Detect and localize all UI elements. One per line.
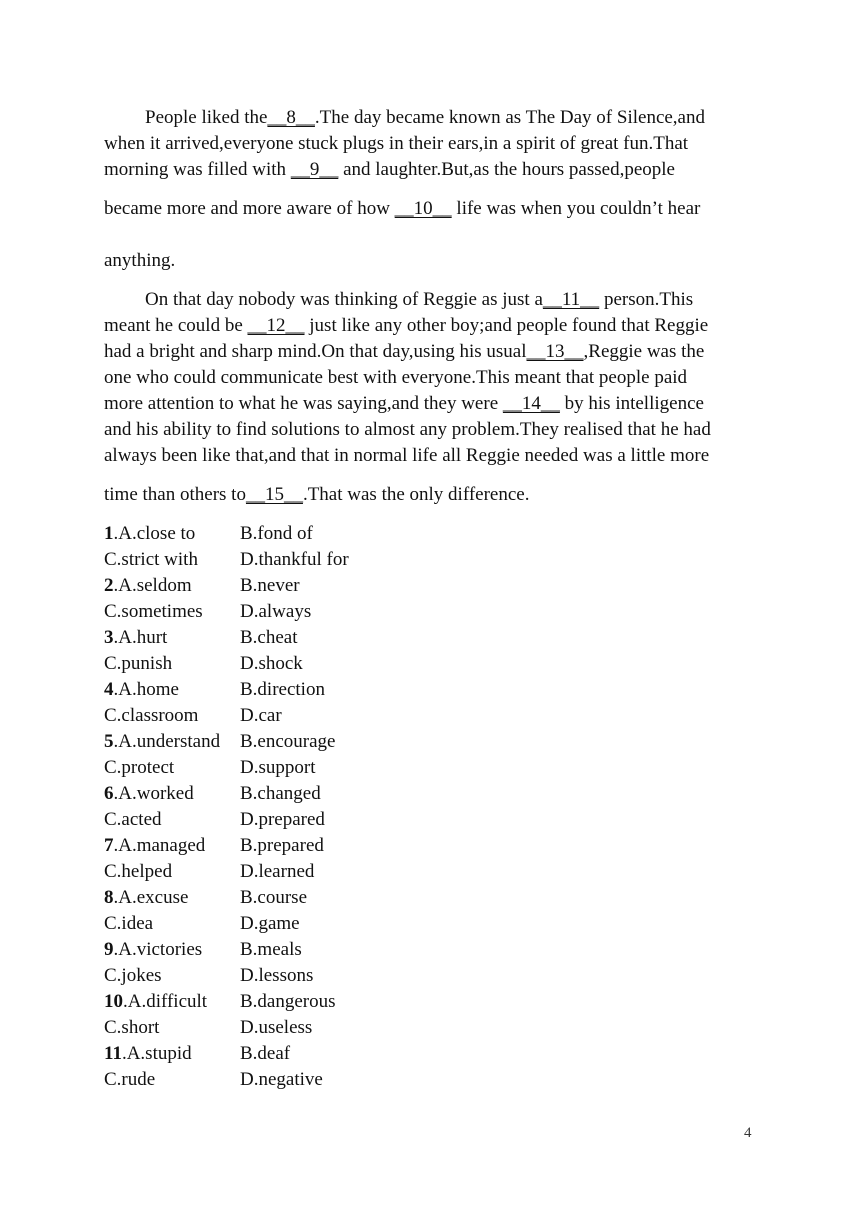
option-a-text: .A.difficult <box>123 991 208 1012</box>
option-a-text: .A.understand <box>113 731 221 752</box>
passage-line <box>104 313 708 339</box>
option-d: D.useless <box>240 1017 313 1038</box>
option-d: D.thankful for <box>240 549 349 570</box>
option-d: D.game <box>240 913 300 934</box>
option-c: C.acted <box>104 809 162 830</box>
text-run: by his intelligence <box>559 393 704 414</box>
option-a-text: .A.home <box>113 679 179 700</box>
text-run: .That was the only difference. <box>302 484 530 505</box>
text-run: People liked the <box>145 107 268 128</box>
option-b: B.encourage <box>240 731 336 752</box>
question-number: 9 <box>104 939 114 960</box>
passage-line: anything. <box>104 250 176 271</box>
option-b: B.prepared <box>240 835 324 856</box>
option-a <box>104 1041 192 1067</box>
option-a-text: .A.seldom <box>113 575 192 596</box>
option-d: D.support <box>240 757 316 778</box>
passage-line: and his ability to find solutions to almost any problem.They realised that he had <box>104 419 711 440</box>
text-run: ,Reggie was the <box>583 341 705 362</box>
text-run: more attention to what he was saying,and they were <box>104 393 503 414</box>
text-run: life was when you couldn’t hear <box>451 198 701 219</box>
question-number: 8 <box>104 887 114 908</box>
text-run: just like any other boy;and people found that Reggie <box>304 315 709 336</box>
passage-line <box>104 196 700 222</box>
option-d: D.learned <box>240 861 315 882</box>
option-b: B.cheat <box>240 627 298 648</box>
question-number: 6 <box>104 783 114 804</box>
question-number: 1 <box>104 523 114 544</box>
text-run: became more and more aware of how <box>104 198 395 219</box>
passage-line: when it arrived,everyone stuck plugs in their ears,in a spirit of great fun.That <box>104 133 689 154</box>
option-b: B.direction <box>240 679 325 700</box>
option-b: B.deaf <box>240 1043 291 1064</box>
option-c: C.strict with <box>104 549 198 570</box>
option-a-text: .A.stupid <box>121 1043 192 1064</box>
option-b: B.dangerous <box>240 991 336 1012</box>
passage-line <box>104 482 529 508</box>
question-number: 2 <box>104 575 114 596</box>
option-c: C.short <box>104 1017 160 1038</box>
option-c: C.jokes <box>104 965 162 986</box>
option-a-text: .A.close to <box>113 523 196 544</box>
text-run: had a bright and sharp mind.On that day,using his usual <box>104 341 527 362</box>
blank-15: __15__ <box>245 484 303 505</box>
option-b: B.fond of <box>240 523 313 544</box>
option-a <box>104 937 202 963</box>
blank-9: __9__ <box>290 159 339 180</box>
question-number: 5 <box>104 731 114 752</box>
option-a-text: .A.managed <box>113 835 206 856</box>
blank-11: __11__ <box>542 289 600 310</box>
text-run: morning was filled with <box>104 159 291 180</box>
option-d: D.lessons <box>240 965 314 986</box>
option-b: B.changed <box>240 783 321 804</box>
option-c: C.rude <box>104 1069 156 1090</box>
option-a <box>104 989 207 1015</box>
option-a-text: .A.hurt <box>113 627 168 648</box>
blank-14: __14__ <box>502 393 560 414</box>
blank-12: __12__ <box>247 315 305 336</box>
option-a <box>104 521 195 547</box>
option-a-text: .A.worked <box>113 783 194 804</box>
blank-10: __10__ <box>394 198 452 219</box>
question-number: 7 <box>104 835 114 856</box>
option-c: C.idea <box>104 913 154 934</box>
passage-line <box>145 287 693 313</box>
text-run: time than others to <box>104 484 246 505</box>
text-run: meant he could be <box>104 315 248 336</box>
option-c: C.helped <box>104 861 173 882</box>
option-a <box>104 729 220 755</box>
option-d: D.always <box>240 601 312 622</box>
option-b: B.course <box>240 887 308 908</box>
option-d: D.car <box>240 705 282 726</box>
option-a-text: .A.victories <box>113 939 203 960</box>
option-c: C.protect <box>104 757 175 778</box>
passage-line <box>104 339 704 365</box>
option-b: B.never <box>240 575 300 596</box>
question-number: 3 <box>104 627 114 648</box>
option-a <box>104 885 188 911</box>
text-run: On that day nobody was thinking of Reggie as just a <box>145 289 543 310</box>
passage-line <box>104 157 675 183</box>
text-run: person.This <box>599 289 694 310</box>
option-a <box>104 833 205 859</box>
option-a <box>104 625 167 651</box>
blank-13: __13__ <box>526 341 584 362</box>
passage-line <box>104 391 704 417</box>
option-d: D.prepared <box>240 809 325 830</box>
text-run: and laughter.But,as the hours passed,people <box>338 159 675 180</box>
text-run: .The day became known as The Day of Silence,and <box>314 107 705 128</box>
option-c: C.punish <box>104 653 173 674</box>
question-number: 11 <box>104 1043 122 1064</box>
option-a <box>104 781 194 807</box>
passage-line: one who could communicate best with everyone.This meant that people paid <box>104 367 688 388</box>
passage-line: always been like that,and that in normal life all Reggie needed was a little more <box>104 445 710 466</box>
question-number: 10 <box>104 991 123 1012</box>
page-number: 4 <box>744 1125 752 1141</box>
passage-line <box>145 105 705 131</box>
blank-8: __8__ <box>267 107 315 128</box>
option-a <box>104 573 192 599</box>
option-d: D.negative <box>240 1069 323 1090</box>
option-b: B.meals <box>240 939 302 960</box>
option-d: D.shock <box>240 653 303 674</box>
question-number: 4 <box>104 679 114 700</box>
option-c: C.sometimes <box>104 601 203 622</box>
option-a <box>104 677 179 703</box>
option-c: C.classroom <box>104 705 199 726</box>
option-a-text: .A.excuse <box>113 887 189 908</box>
